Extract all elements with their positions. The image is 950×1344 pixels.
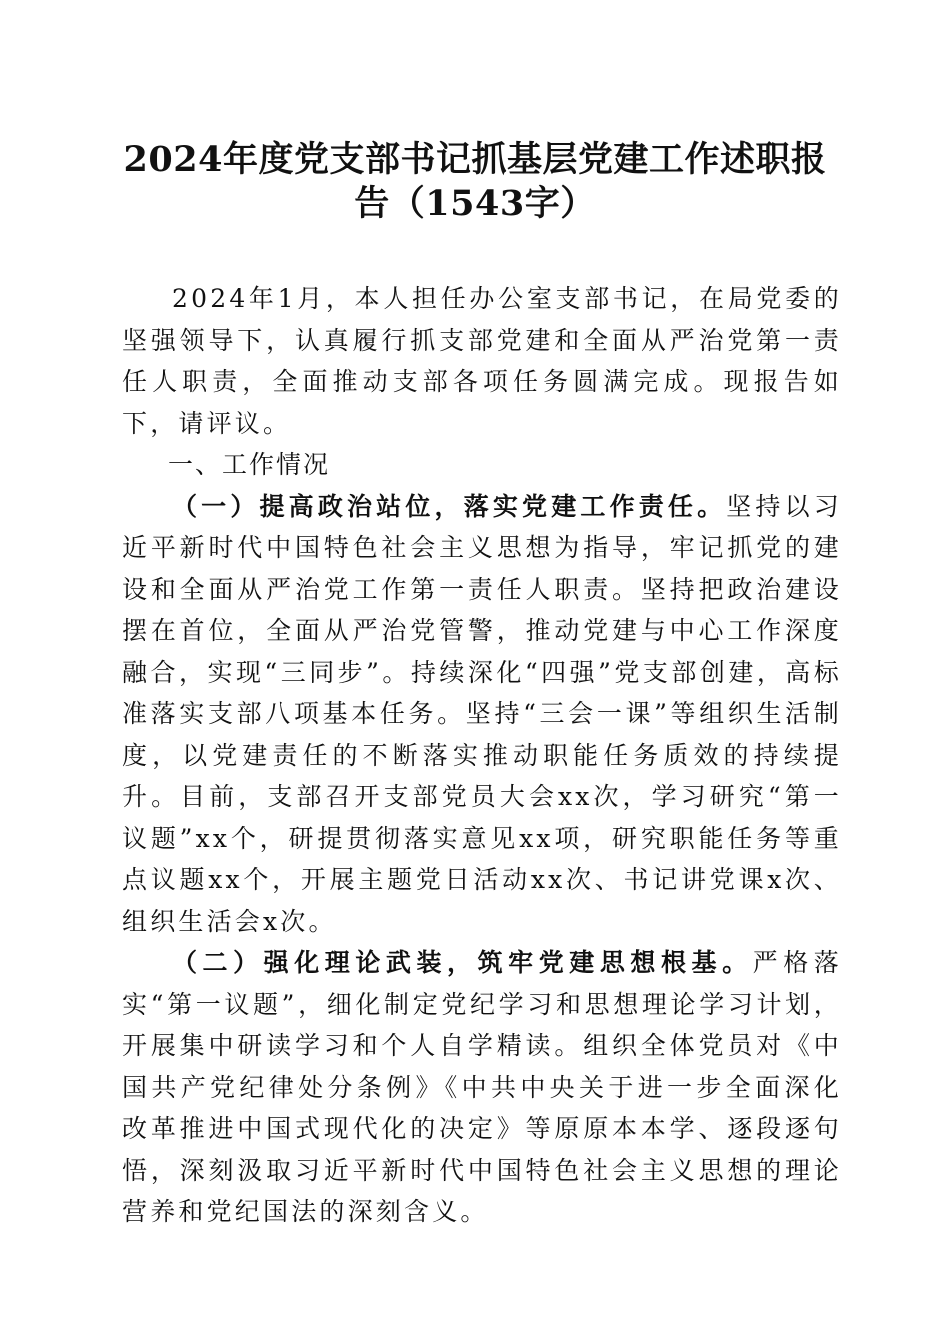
item-2-body: 严格落实“第一议题”，细化制定党纪学习和思想理论学习计划，开展集中研读学习和个人自学精读。组织全体党员对《中国共产党纪律处分条例》《中共中央关于进一步全面深化改革推进中国式现代化的决定》等原原本本学、逐段逐句悟，深刻汲取习近平新时代中国特色社会主义思想的理论营养和党纪国法的深刻含义。 (122, 948, 842, 1226)
title-line-2: 告（1543字） (354, 183, 596, 224)
item-1-lead: （一）提高政治站位，落实党建工作责任。 (172, 491, 727, 521)
document-title (120, 138, 830, 226)
item-2-lead: （二）强化理论武装，筑牢党建思想根基。 (172, 948, 753, 977)
intro-paragraph: 2024年1月，本人担任办公室支部书记，在局党委的坚强领导下，认真履行抓支部党建和全面从严治党第一责任人职责，全面推动支部各项任务圆满完成。现报告如下，请评议。 (122, 284, 842, 438)
paragraph-item-1 (122, 486, 842, 943)
title-line-1: 2024年度党支部书记抓基层党建工作述职报 (123, 139, 827, 180)
document-body (122, 278, 842, 1233)
item-1-body: 坚持以习近平新时代中国特色社会主义思想为指导，牢记抓党的建设和全面从严治党工作第一责任人职责。坚持把政治建设摆在首位，全面从严治党管警，推动党建与中心工作深度融合，实现“三同步”。持续深化“四强”党支部创建，高标准落实支部八项基本任务。坚持“三会一课”等组织生活制度，以党建责任的不断落实推动职能任务质效的持续提升。目前，支部召开支部党员大会xx次，学习研究“第一议题”xx个，研提贯彻落实意见xx项，研究职能任务等重点议题xx个，开展主题党日活动xx次、书记讲党课x次、组织生活会x次。 (122, 491, 842, 936)
paragraph-item-2 (122, 942, 842, 1233)
section-heading-work-status: 一、工作情况 (168, 450, 331, 479)
